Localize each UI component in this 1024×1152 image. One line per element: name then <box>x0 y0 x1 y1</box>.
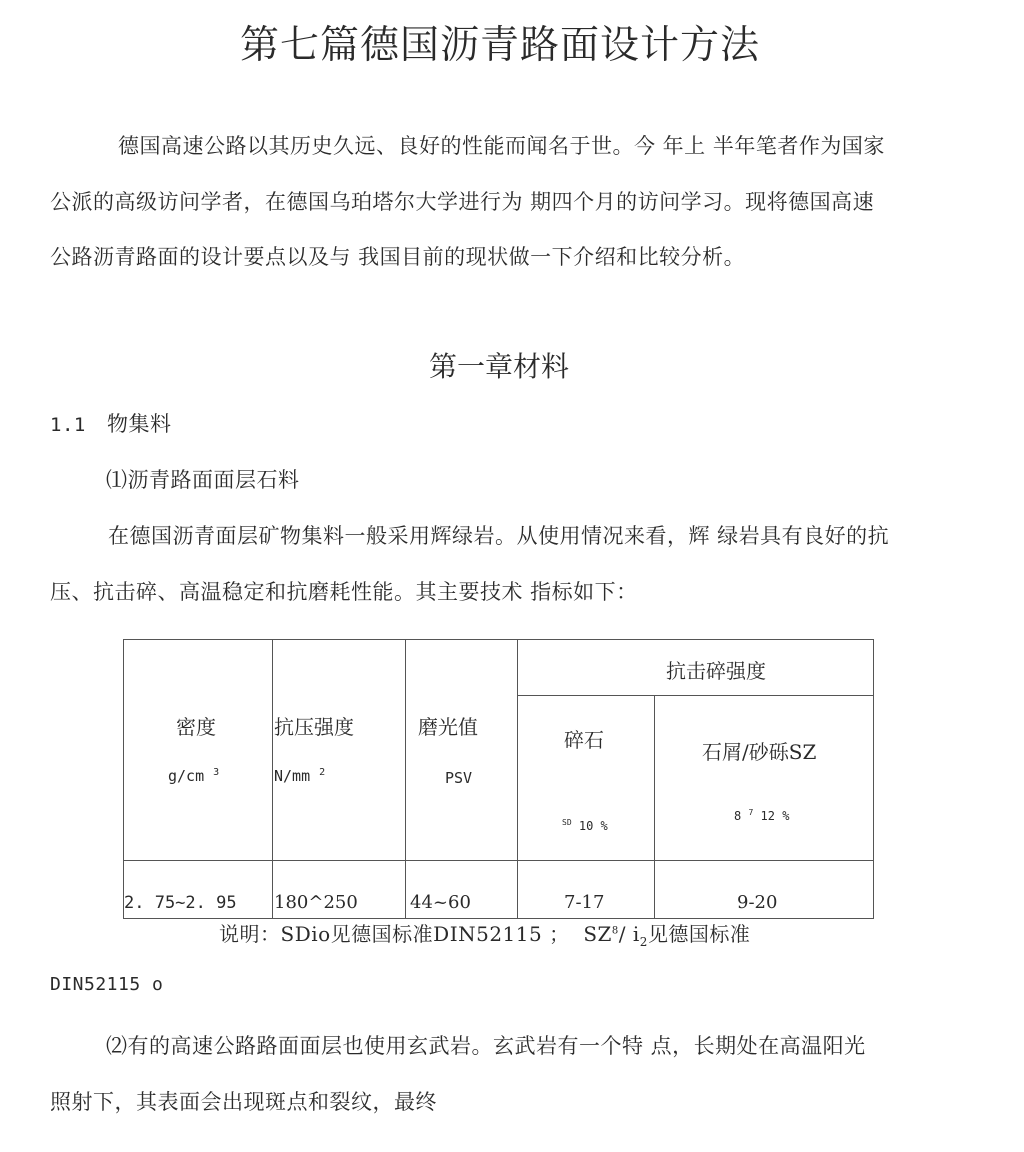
chips-value-cell <box>655 861 874 919</box>
compressive-value-cell <box>273 861 406 919</box>
item-2-line-1: ⑵有的高速公路路面面层也使用玄武岩。玄武岩有一个特 点，长期处在高温阳光 <box>106 1034 866 1058</box>
table-note-line-2: DIN52115 o <box>50 974 164 995</box>
polish-header-cell <box>406 640 518 861</box>
item-1-heading: ⑴沥青路面面层石料 <box>106 468 300 492</box>
compressive-label: 抗压强度 <box>274 715 354 739</box>
chips-spec: 8 $^7$ 12 % <box>734 808 790 823</box>
chapter-heading: 第一章材料 <box>428 350 569 383</box>
density-value: 2. 75~2. 95 <box>124 893 237 913</box>
chips-header-cell <box>655 696 874 861</box>
intro-line-1: 德国高速公路以其历史久远、良好的性能而闻名于世。今 年上 半年笔者作为国家 <box>118 134 885 158</box>
polish-value: 44~60 <box>410 892 471 913</box>
gravel-spec: $^{SD}$ 10 % <box>562 818 608 833</box>
gravel-value-cell <box>518 861 655 919</box>
compressive-unit: N/mm $^2$ <box>274 767 326 785</box>
crush-strength-label: 抗击碎强度 <box>666 659 766 683</box>
gravel-label: 碎石 <box>564 728 604 752</box>
gravel-header-cell <box>518 696 655 861</box>
polish-value-cell <box>406 861 518 919</box>
compressive-value: 180^250 <box>274 892 358 913</box>
crush-strength-header-cell <box>518 640 874 696</box>
polish-unit: PSV <box>445 769 473 787</box>
compressive-header-cell <box>273 640 406 861</box>
polish-label: 磨光值 <box>418 715 478 739</box>
document-title: 第七篇德国沥青路面设计方法 <box>239 23 760 68</box>
density-value-cell <box>124 861 273 919</box>
aggregate-spec-table <box>123 639 874 919</box>
section-title: 物集料 <box>107 412 172 436</box>
section-heading <box>50 408 172 438</box>
section-number: 1.1 <box>50 414 86 436</box>
density-unit: g/cm $^3$ <box>168 767 220 785</box>
chips-label: 石屑/砂砾SZ <box>702 740 817 764</box>
para-1-line-2: 压、抗击碎、高温稳定和抗磨耗性能。其主要技术 指标如下： <box>50 580 638 604</box>
gravel-value: 7-17 <box>564 892 605 913</box>
intro-line-3: 公路沥青路面的设计要点以及与 我国目前的现状做一下介绍和比较分析。 <box>50 245 746 269</box>
table-note: 说明：SDio见德国标准DIN52115 ； $SZ^8/$ $i_2$见德国标准 <box>219 922 751 949</box>
item-2-line-2: 照射下，其表面会出现斑点和裂纹，最终 <box>50 1090 437 1114</box>
density-label: 密度 <box>176 715 216 739</box>
para-1-line-1: 在德国沥青面层矿物集料一般采用辉绿岩。从使用情况来看，辉 绿岩具有良好的抗 <box>108 524 890 548</box>
chips-value: 9-20 <box>737 892 778 913</box>
density-header-cell <box>124 640 273 861</box>
intro-line-2: 公派的高级访问学者，在德国乌珀塔尔大学进行为 期四个月的访问学习。现将德国高速 <box>50 190 875 214</box>
